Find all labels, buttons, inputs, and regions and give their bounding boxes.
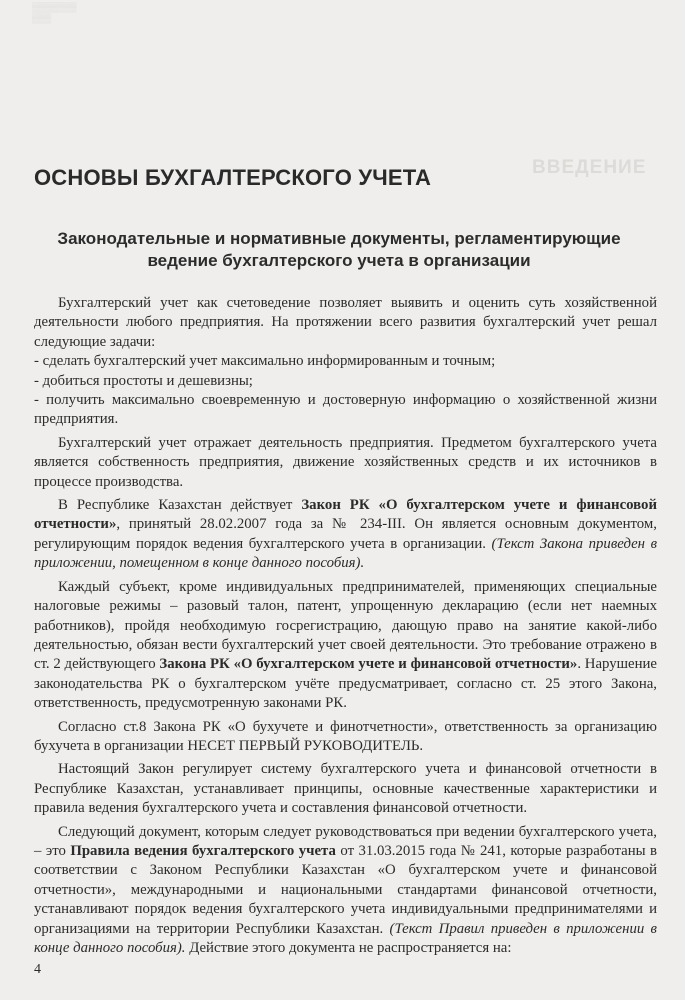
paragraph-law (34, 496, 657, 574)
rules-text-tail: Действие этого документа не распространяется на: (185, 940, 512, 956)
paragraph-rules (34, 823, 657, 959)
bleed-through-heading: ВВЕДЕНИЕ (532, 157, 647, 178)
section-title-line-1: Законодательные и нормативные документы, регламентирующие (57, 229, 621, 248)
list-item-2: - добиться простоты и дешевизны; (34, 372, 253, 389)
section-title (34, 228, 644, 272)
rules-title: Правила ведения бухгалтерского учета (70, 842, 336, 859)
bleed-through-corner-marks: ▒▒▒▒▒▒▒ ▒▒▒ (32, 2, 77, 23)
paragraph-law-scope: Настоящий Закон регулирует систему бухгалтерского учета и финансовой отчетности в Республике Казахстан, устанавливает принципы, основные качественные характеристики и правила ведения бухгалтерского учета и составления финансовой отчетности. (34, 761, 657, 817)
rules-appendix-note: (Текст Правил приведен в приложении в конце данного пособия). (34, 920, 657, 956)
law-text-lead: В Республике Казахстан действует (58, 497, 302, 514)
rules-text-body: от 31.03.2015 года № 241, которые разработаны в соответствии с Законом Республики Казахстан «О бухгалтерском учете и финансовой отчетности», международными и национальными стандартами финансовой отчетности, устанавливают порядок ведения бухгалтерского учета индивидуальными предпринимателями и организациями на территории Республики Казахстан. (34, 842, 658, 937)
law-text-body: , принятый 28.02.2007 года за № 234-III. Он является основным документом, регулирующим порядок ведения бухгалтерского учета в организации. (34, 516, 657, 552)
list-item-1: - сделать бухгалтерский учет максимально информированным и точным; (34, 353, 496, 370)
paragraph-intro: Бухгалтерский учет как счетоведение позволяет выявить и оценить суть хозяйственной деятельности любого предприятия. На протяжении всего развития бухгалтерский учет решал следующие задачи: (34, 295, 657, 350)
law-title: Закон РК «О бухгалтерском учете и финансовой отчетности» (34, 497, 657, 533)
list-item-3: - получить максимально своевременную и достоверную информацию о хозяйственной жизни предприятия. (34, 392, 657, 428)
law-appendix-note: (Текст Закона приведен в приложении, помещенном в конце данного пособия). (34, 535, 657, 572)
page-number: 4 (34, 962, 41, 977)
obligation-text-tail: . Нарушение законодательства РК о бухгалтерском учёте предусматривает, согласно ст. 25 этого Закона, ответственность, предусмотренную законами РК. (34, 656, 658, 712)
obligation-text-lead: Каждый субъект, кроме индивидуальных предпринимателей, применяющих специальные налоговые режимы – разовый талон, патент, упрощенную декларацию (если нет наемных работников), пройдя необходимую госрегистрацию, дающую право на занятие какой-либо деятельностью, обязан вести бухгалтерский учет своей деятельности. Это требование отражено в ст. 2 действующего (34, 578, 657, 673)
body-text (34, 294, 657, 958)
section-title-line-2: ведение бухгалтерского учета в организации (147, 251, 531, 270)
paragraph-responsibility: Согласно ст.8 Закона РК «О бухучете и финотчетности», ответственность за организацию бухучета в организации НЕСЕТ ПЕРВЫЙ РУКОВОДИТЕЛЬ. (34, 718, 657, 754)
paragraph-subject: Бухгалтерский учет отражает деятельность предприятия. Предметом бухгалтерского учета является собственность предприятия, движение хозяйственных средств и их источников в процессе производства. (34, 434, 657, 490)
rules-text-lead: Следующий документ, которым следует руководствоваться при ведении бухгалтерского учета, – это (34, 823, 657, 859)
obligation-law-title: Закона РК «О бухгалтерском учете и финансовой отчетности» (159, 656, 578, 673)
paragraph-subjects-obligation (34, 578, 657, 714)
chapter-title: ОСНОВЫ БУХГАЛТЕРСКОГО УЧЕТА (34, 165, 432, 190)
